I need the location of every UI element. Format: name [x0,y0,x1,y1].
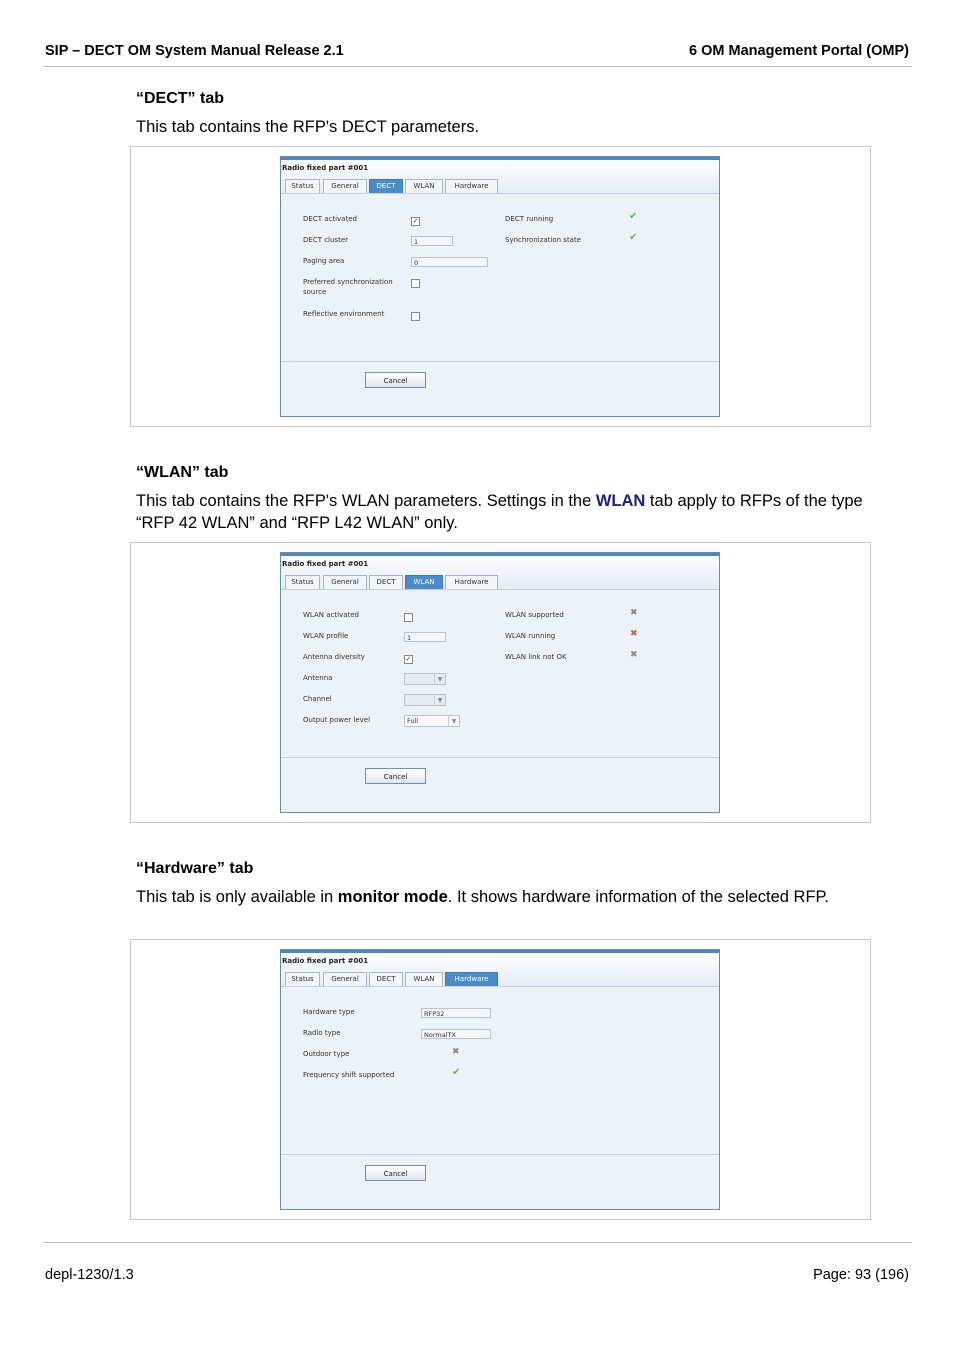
tab-status[interactable]: Status [285,972,320,987]
wlan-running-label: WLAN running [505,632,556,640]
wlan-screenshot-frame [130,542,871,823]
dect-dialog [280,156,720,417]
dialog-title: Radio fixed part #001 [282,164,369,172]
radio-type-label: Radio type [303,1029,341,1037]
wlan-text-part: tab apply to RFPs of the type “RFP 42 WLAN” and “RFP L42 WLAN” only. [136,492,863,532]
tab-hardware[interactable]: Hardware [445,575,498,590]
page-number: Page: 93 (196) [813,1267,909,1283]
dect-cluster-label: DECT cluster [303,236,349,244]
dect-activated-checkbox[interactable]: ✓ [412,217,419,225]
wlan-section-text [136,490,876,534]
hardware-text-part: This tab is only available in [136,888,338,906]
hardware-dialog [280,949,720,1210]
outdoor-type-label: Outdoor type [303,1050,350,1058]
wlan-supported-label: WLAN supported [505,611,564,619]
antenna-diversity-checkbox[interactable]: ✓ [405,655,412,663]
freq-shift-check-icon: ✔ [452,1067,461,1078]
tab-status[interactable]: Status [285,575,320,590]
tab-hardware[interactable]: Hardware [445,179,498,194]
monitor-mode-bold: monitor mode [337,888,448,906]
freq-shift-label: Frequency shift supported [303,1071,395,1079]
wlan-section-title: “WLAN” tab [136,464,229,481]
output-power-select[interactable] [404,715,460,727]
dect-screenshot-frame [130,146,871,427]
dialog-title: Radio fixed part #001 [282,957,369,965]
sync-state-label: Synchronization state [505,236,582,244]
wlan-supported-cross-icon: ✖ [630,608,638,618]
dect-running-check-icon: ✔ [629,211,638,222]
radio-type-field: NormalTX [421,1029,491,1039]
hardware-section-title: “Hardware” tab [136,860,254,877]
footer-rule [43,1242,912,1243]
tab-general[interactable]: General [323,179,367,194]
paging-area-label: Paging area [303,257,345,265]
tab-status[interactable]: Status [285,179,320,194]
wlan-activated-checkbox[interactable] [404,613,413,622]
page-header-chapter: 6 OM Management Portal (OMP) [689,43,909,59]
chevron-down-icon: ▼ [448,716,459,726]
wlan-profile-field[interactable]: 1 [404,632,446,642]
dect-cluster-field[interactable]: 1 [411,236,453,246]
output-power-label: Output power level [303,716,371,724]
hardware-text-part: . It shows hardware information of the selected RFP. [447,888,829,906]
dect-section-title: “DECT” tab [136,90,224,107]
reflective-env-checkbox[interactable] [411,312,420,321]
tab-wlan[interactable]: WLAN [405,972,443,987]
tab-general[interactable]: General [323,575,367,590]
hardware-type-label: Hardware type [303,1008,355,1016]
output-power-value: Full [407,717,419,725]
dialog-titlebar [281,950,719,987]
tab-dect[interactable]: DECT [369,972,403,987]
antenna-label: Antenna [303,674,333,682]
page-header-title: SIP – DECT OM System Manual Release 2.1 [45,43,344,59]
channel-select[interactable] [404,694,446,706]
hardware-screenshot-frame [130,939,871,1220]
dect-activated-label: DECT activated [303,215,357,223]
header-rule [43,66,912,67]
preferred-sync-checkbox[interactable] [411,279,420,288]
wlan-activated-label: WLAN activated [303,611,359,619]
dialog-titlebar [281,157,719,194]
antenna-select[interactable] [404,673,446,685]
sync-state-check-icon: ✔ [629,232,638,243]
wlan-tab-link: WLAN [595,492,646,510]
dect-section-text: This tab contains the RFP's DECT parameters. [136,118,480,136]
wlan-running-cross-icon: ✖ [630,629,638,639]
hardware-type-field: RFP32 [421,1008,491,1018]
wlan-profile-label: WLAN profile [303,632,349,640]
chevron-down-icon: ▼ [434,674,445,684]
wlan-link-cross-icon: ✖ [630,650,638,660]
preferred-sync-label: Preferred synchronization source [303,278,393,296]
paging-area-field[interactable]: 0 [411,257,488,267]
document-id: depl-1230/1.3 [45,1267,134,1283]
channel-label: Channel [303,695,332,703]
cancel-button[interactable]: Cancel [365,372,426,388]
dialog-title: Radio fixed part #001 [282,560,369,568]
tab-wlan[interactable]: WLAN [405,575,443,590]
tab-general[interactable]: General [323,972,367,987]
cancel-button[interactable]: Cancel [365,768,426,784]
tab-dect[interactable]: DECT [369,179,403,194]
tab-dect[interactable]: DECT [369,575,403,590]
wlan-link-label: WLAN link not OK [505,653,567,661]
wlan-dialog [280,552,720,813]
antenna-diversity-label: Antenna diversity [303,653,365,661]
chevron-down-icon: ▼ [434,695,445,705]
dialog-titlebar [281,553,719,590]
dect-running-label: DECT running [505,215,554,223]
tab-hardware[interactable]: Hardware [445,972,498,987]
cancel-button[interactable]: Cancel [365,1165,426,1181]
tab-wlan[interactable]: WLAN [405,179,443,194]
outdoor-type-cross-icon: ✖ [452,1047,460,1057]
reflective-env-label: Reflective environment [303,310,385,318]
wlan-text-part: This tab contains the RFP's WLAN parameters. Settings in the [136,492,596,510]
hardware-section-text [136,886,876,908]
